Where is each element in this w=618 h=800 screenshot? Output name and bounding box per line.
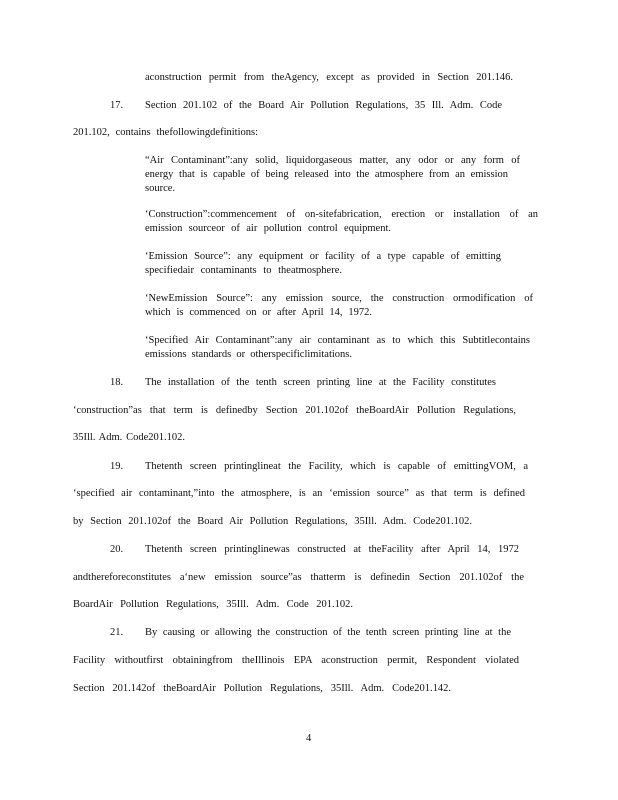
definition-line: emission sourceor of air pollution control equipment. bbox=[145, 223, 391, 234]
definition-line: “Air Contaminant”:any solid, liquidorgaseous matter, any odor or any form of bbox=[145, 155, 520, 166]
paragraph-line: Section 201.142of theBoardAir Pollution Regulations, 35Ill. Adm. Code201.142. bbox=[73, 683, 451, 694]
paragraph-line: ‘specified air contaminant,”into the atmosphere, is an ‘emission source” as that term is defined bbox=[73, 488, 525, 499]
paragraph-line: by Section 201.102of the Board Air Pollution Regulations, 35Ill. Adm. Code201.102. bbox=[73, 516, 472, 527]
paragraph-line: By causing or allowing the construction of the tenth screen printing line at the bbox=[145, 627, 511, 638]
definition-line: ‘NewEmission Source”: any emission source, the construction ormodification of bbox=[145, 293, 533, 304]
paragraph-number: 18. bbox=[110, 377, 124, 388]
definition-line: emissions standards or otherspecificlimitations. bbox=[145, 349, 352, 360]
paragraph-line: andthereforeconstitutes a‘new emission source”as thatterm is definedin Section 201.102of the bbox=[73, 572, 524, 583]
page-number: 4 bbox=[306, 733, 312, 744]
paragraph-line: BoardAir Pollution Regulations, 35Ill. Adm. Code 201.102. bbox=[73, 599, 353, 610]
paragraph-line: The installation of the tenth screen printing line at the Facility constitutes bbox=[145, 377, 496, 388]
paragraph-number: 17. bbox=[110, 100, 124, 111]
paragraph-line: Thetenth screen printinglinewas constructed at theFacility after April 14, 1972 bbox=[145, 544, 519, 555]
paragraph-line: 201.102, contains thefollowingdefinitions: bbox=[73, 127, 258, 138]
definition-line: ‘Construction”:commencement of on-sitefabrication, erection or installation of an bbox=[145, 209, 538, 220]
definition-line: specifiedair contaminants to theatmosphere. bbox=[145, 265, 342, 276]
definition-line: source. bbox=[145, 183, 176, 194]
continuation-line: aconstruction permit from theAgency, except as provided in Section 201.146. bbox=[145, 72, 513, 83]
definition-line: ‘Emission Source”: any equipment or facility of a type capable of emitting bbox=[145, 251, 501, 262]
paragraph-line: ‘construction”as that term is definedby Section 201.102of theBoardAir Pollution Regulations, bbox=[73, 405, 516, 416]
paragraph-line: Facility withoutfirst obtainingfrom theIllinois EPA aconstruction permit, Respondent violated bbox=[73, 655, 519, 666]
paragraph-number: 19. bbox=[110, 461, 124, 472]
paragraph-number: 20. bbox=[110, 544, 124, 555]
paragraph-line: Thetenth screen printinglineat the Facility, which is capable of emittingVOM, a bbox=[145, 461, 528, 472]
definition-line: ‘Specified Air Contaminant”:any air contaminant as to which this Subtitlecontains bbox=[145, 335, 530, 346]
paragraph-line: 35Ill. Adm. Code201.102. bbox=[73, 432, 185, 443]
definition-line: energy that is capable of being released into the atmosphere from an emission bbox=[145, 169, 508, 180]
paragraph-line: Section 201.102 of the Board Air Pollution Regulations, 35 Ill. Adm. Code bbox=[145, 100, 502, 111]
paragraph-number: 21. bbox=[110, 627, 124, 638]
definition-line: which is commenced on or after April 14, 1972. bbox=[145, 307, 372, 318]
